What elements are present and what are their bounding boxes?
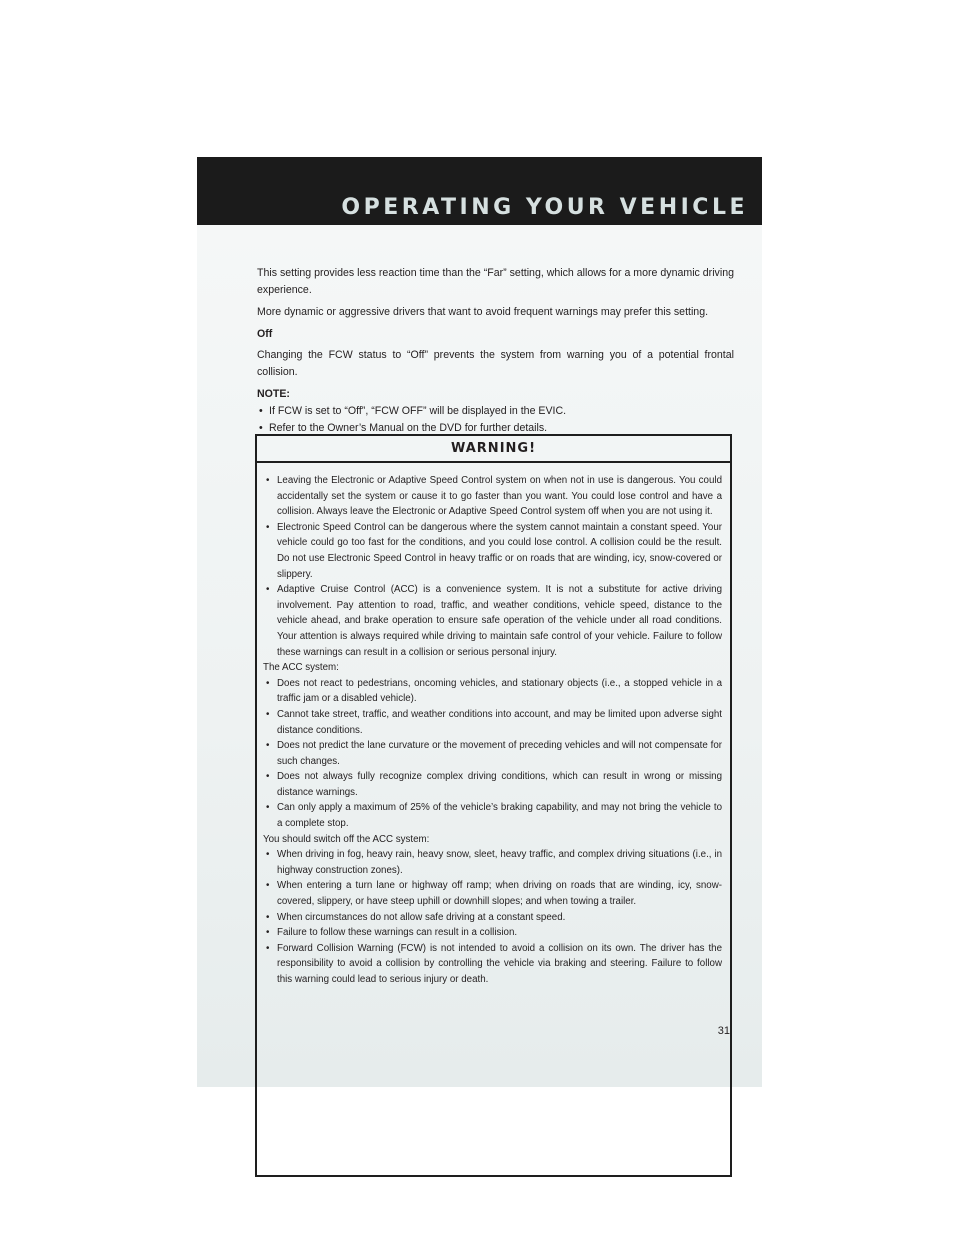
note-list — [257, 403, 734, 437]
warning-item: • Electronic Speed Control can be dangerous where the system cannot maintain a constant speed. Your vehicle could go too fast for the conditions, and you could lose control. A collision could be the result. Do not use Electronic Speed Control in heavy traffic or on roads that are winding, icy, snow-covered or slippery. — [263, 520, 722, 582]
switch-off-item: • Forward Collision Warning (FCW) is not intended to avoid a collision on its own. The driver has the responsibility to avoid a collision by controlling the vehicle via braking and steering. Failure to follow this warning could lead to serious injury or death. — [263, 941, 722, 988]
switch-off-item: • When entering a turn lane or highway off ramp; when driving on roads that are winding, icy, snow-covered, slippery, or have steep uphill or downhill slopes; and when towing a trailer. — [263, 878, 722, 909]
paragraph-fcw-off: Changing the FCW status to “Off” prevents the system from warning you of a potential frontal collision. — [257, 349, 734, 378]
acc-limitation-item: • Does not react to pedestrians, oncoming vehicles, and stationary objects (i.e., a stopped vehicle in a traffic jam or a disabled vehicle). — [263, 676, 722, 707]
note-heading: NOTE: — [257, 388, 290, 400]
section-header-bar — [197, 157, 762, 225]
manual-page — [197, 157, 762, 1087]
switch-off-item: • When driving in fog, heavy rain, heavy snow, sleet, heavy traffic, and complex driving situations (i.e., in highway construction zones). — [263, 847, 722, 878]
acc-limitation-item: • Cannot take street, traffic, and weather conditions into account, and may be limited upon adverse sight distance conditions. — [263, 707, 722, 738]
acc-limitation-item: • Can only apply a maximum of 25% of the vehicle’s braking capability, and may not bring the vehicle to a complete stop. — [263, 800, 722, 831]
note-item: • Refer to the Owner’s Manual on the DVD for further details. — [257, 420, 734, 437]
warning-list — [263, 473, 722, 660]
warning-item: • Leaving the Electronic or Adaptive Speed Control system on when not in use is dangerous. You could accidentally set the system or cause it to go faster than you want. You could lose control and have a collision. Always leave the Electronic or Adaptive Speed Control system off when you are not using it. — [263, 473, 722, 520]
acc-system-lead: The ACC system: — [263, 662, 339, 674]
note-item: • If FCW is set to “Off”, “FCW OFF” will be displayed in the EVIC. — [257, 403, 734, 420]
switch-off-lead: You should switch off the ACC system: — [263, 833, 430, 845]
switch-off-item: • When circumstances do not allow safe driving at a constant speed. — [263, 910, 722, 926]
paragraph-reaction-time: This setting provides less reaction time than the “Far” setting, which allows for a more dynamic driving experience. — [257, 267, 734, 296]
acc-limitation-item: • Does not always fully recognize complex driving conditions, which can result in wrong or missing distance warnings. — [263, 769, 722, 800]
acc-limitation-item: • Does not predict the lane curvature or the movement of preceding vehicles and will not compensate for such changes. — [263, 738, 722, 769]
switch-off-item: • Failure to follow these warnings can result in a collision. — [263, 925, 722, 941]
acc-limitations-list — [263, 676, 722, 832]
page-number: 31 — [717, 1025, 730, 1037]
warning-title: WARNING! — [257, 436, 730, 463]
warning-item: • Adaptive Cruise Control (ACC) is a convenience system. It is not a substitute for active driving involvement. Pay attention to road, traffic, and weather conditions, vehicle speed, distance to the vehicle ahead, and brake operation to ensure safe operation of the vehicle under all road conditions. Your attention is always required while driving to maintain safe control of your vehicle. Failure to follow these warnings can result in a collision or serious personal injury. — [263, 582, 722, 660]
warning-box — [255, 434, 732, 1177]
warning-content — [257, 463, 730, 988]
body-text — [257, 265, 734, 437]
paragraph-dynamic-drivers: More dynamic or aggressive drivers that want to avoid frequent warnings may prefer this setting. — [257, 306, 709, 318]
off-heading: Off — [257, 328, 273, 340]
switch-off-list — [263, 847, 722, 987]
section-title: OPERATING YOUR VEHICLE — [341, 195, 748, 220]
